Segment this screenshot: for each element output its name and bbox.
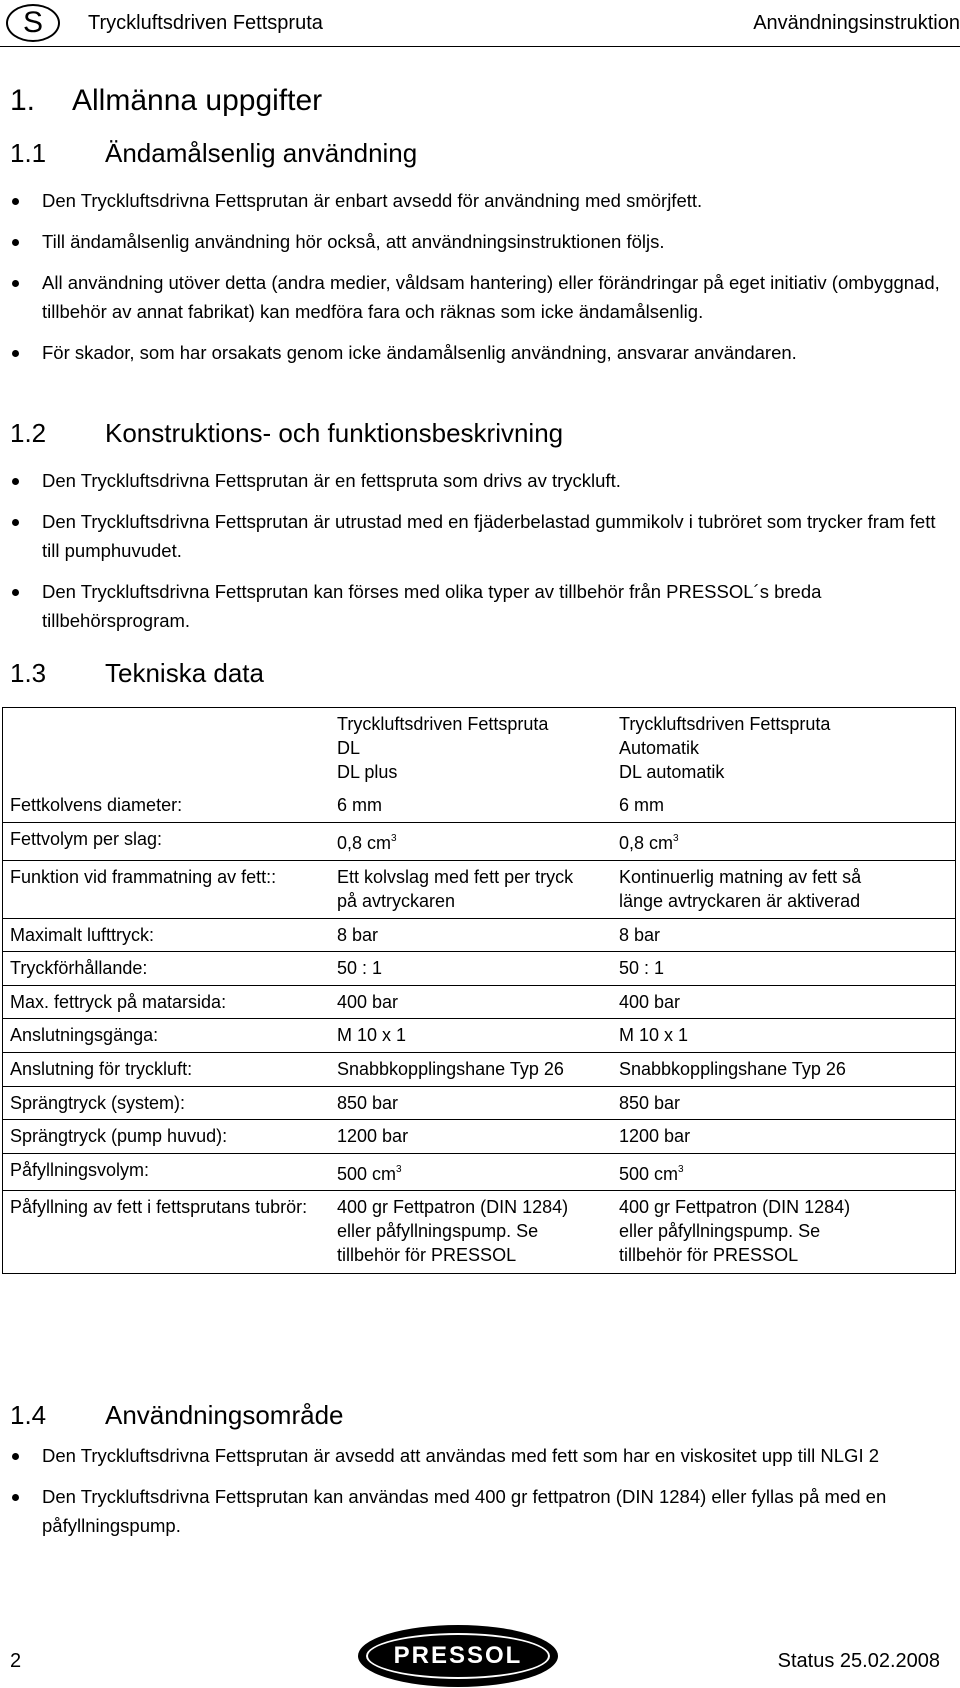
row-label: Fettkolvens diameter: [3, 789, 332, 822]
row-value [331, 1153, 613, 1191]
row-label: Maximalt lufttryck: [3, 918, 332, 952]
logo-text: PRESSOL [366, 1633, 550, 1679]
row-value: 8 bar [613, 918, 956, 952]
value-line: tillbehör för PRESSOL [619, 1245, 799, 1266]
section-number: 1.1 [10, 138, 47, 168]
section-1-1-list [0, 186, 940, 379]
value-line: eller påfyllningspump. Se [337, 1221, 539, 1242]
value-line: tillbehör för PRESSOL [337, 1245, 517, 1266]
section-1-4-list [0, 1441, 940, 1552]
section-title: Allmänna uppgifter [72, 84, 323, 117]
table-row [3, 1191, 956, 1274]
header-line: DL automatik [619, 762, 725, 782]
value-line: eller påfyllningspump. Se [619, 1221, 821, 1242]
table-row [3, 789, 956, 822]
value-line: på avtryckaren [337, 890, 456, 911]
section-title: Konstruktions- och funktionsbeskrivning [105, 418, 564, 448]
header-line: Tryckluftsdriven Fettspruta [337, 714, 549, 734]
brand-logo: S [6, 4, 60, 42]
section-number: 1.3 [10, 658, 47, 688]
table-row [3, 1086, 956, 1120]
list-item: Den Tryckluftsdrivna Fettsprutan är enbart avsedd för användning med smörjfett. [0, 186, 940, 215]
table-column-header [331, 708, 613, 790]
list-item: Den Tryckluftsdrivna Fettsprutan kan förses med olika typer av tillbehör från PRESSOL´s breda tillbehörsprogram. [0, 577, 940, 635]
section-1-heading [10, 84, 322, 118]
value-line: Kontinuerlig matning av fett så [619, 866, 862, 887]
table-row [3, 1153, 956, 1191]
row-value [613, 1191, 956, 1274]
row-label: Sprängtryck (system): [3, 1086, 332, 1120]
table-row [3, 860, 956, 918]
row-label: Påfyllning av fett i fettsprutans tubrör: [10, 1197, 308, 1218]
section-title: Ändamålsenlig användning [105, 138, 418, 168]
status-date: Status 25.02.2008 [777, 1650, 940, 1672]
row-label: Tryckförhållande: [3, 952, 332, 986]
row-value: 50 : 1 [613, 952, 956, 986]
list-item: Till ändamålsenlig användning hör också, att användningsinstruktionen följs. [0, 227, 940, 256]
row-value: 850 bar [613, 1086, 956, 1120]
table-row [3, 1053, 956, 1087]
row-label: Funktion vid frammatning av fett:: [3, 860, 332, 918]
row-value: 850 bar [331, 1086, 613, 1120]
value-text: 0,8 cm [619, 833, 674, 854]
row-label: Sprängtryck (pump huvud): [3, 1120, 332, 1154]
section-1-2-list [0, 466, 940, 647]
row-value: 6 mm [331, 789, 613, 822]
value-line: länge avtryckaren är aktiverad [619, 890, 861, 911]
table-row [3, 1120, 956, 1154]
value-text: 500 cm [337, 1163, 397, 1184]
table-row [3, 823, 956, 861]
header-product-title: Tryckluftsdriven Fettspruta [88, 12, 323, 34]
section-number: 1.2 [10, 418, 47, 448]
row-label: Max. fettryck på matarsida: [3, 985, 332, 1019]
list-item: För skador, som har orsakats genom icke ändamålsenlig användning, ansvarar användaren. [0, 338, 940, 367]
technical-data-table [2, 707, 956, 1274]
section-1-1-heading [10, 138, 417, 169]
superscript: 3 [678, 1163, 684, 1175]
row-value: Snabbkopplingshane Typ 26 [613, 1053, 956, 1087]
row-value: 400 bar [331, 985, 613, 1019]
row-value: 8 bar [331, 918, 613, 952]
table-row [3, 985, 956, 1019]
row-value: 400 bar [613, 985, 956, 1019]
row-value [613, 860, 956, 918]
header-divider [0, 46, 960, 47]
section-title: Tekniska data [105, 658, 264, 688]
page-number: 2 [10, 1650, 22, 1672]
table-row [3, 1019, 956, 1053]
page-header [0, 0, 960, 52]
table-cell [3, 708, 332, 790]
header-line: Tryckluftsdriven Fettspruta [619, 714, 831, 734]
section-1-3-heading [10, 658, 264, 689]
superscript: 3 [673, 833, 679, 845]
section-number: 1. [10, 84, 36, 117]
section-1-4-heading [10, 1400, 344, 1431]
section-1-2-heading [10, 418, 563, 449]
row-value [613, 1153, 956, 1191]
table-row [3, 918, 956, 952]
pressol-logo [358, 1625, 558, 1687]
table-header-row [3, 708, 956, 790]
table-row [3, 952, 956, 986]
row-value: 6 mm [613, 789, 956, 822]
row-value [613, 823, 956, 861]
value-text: 500 cm [619, 1163, 679, 1184]
row-value [331, 1191, 613, 1274]
list-item: Den Tryckluftsdrivna Fettsprutan är en fettspruta som drivs av tryckluft. [0, 466, 940, 495]
section-number: 1.4 [10, 1400, 47, 1430]
row-value: 1200 bar [331, 1120, 613, 1154]
list-item: Den Tryckluftsdrivna Fettsprutan är avsedd att användas med fett som har en viskositet upp till NLGI 2 [0, 1441, 940, 1470]
row-value: Snabbkopplingshane Typ 26 [331, 1053, 613, 1087]
value-text: 0,8 cm [337, 833, 392, 854]
row-value: 1200 bar [613, 1120, 956, 1154]
superscript: 3 [391, 833, 397, 845]
row-value: M 10 x 1 [613, 1019, 956, 1053]
row-value: M 10 x 1 [331, 1019, 613, 1053]
header-line: DL [337, 738, 361, 758]
value-line: 400 gr Fettpatron (DIN 1284) [337, 1197, 569, 1218]
row-value [331, 823, 613, 861]
table-column-header [613, 708, 956, 790]
list-item: All användning utöver detta (andra medier, våldsam hantering) eller förändringar på eget initiativ (ombyggnad, tillbehör av annat fabrikat) kan medföra fara och räknas som icke ändamålsenlig. [0, 268, 940, 326]
row-label: Fettvolym per slag: [3, 823, 332, 861]
row-label: Påfyllningsvolym: [3, 1153, 332, 1191]
header-document-type: Användningsinstruktion [753, 12, 960, 34]
value-line: Ett kolvslag med fett per tryck [337, 866, 574, 887]
section-title: Användningsområde [105, 1400, 344, 1430]
list-item: Den Tryckluftsdrivna Fettsprutan kan användas med 400 gr fettpatron (DIN 1284) eller fyllas på med en påfyllningspump. [0, 1482, 940, 1540]
row-value: 50 : 1 [331, 952, 613, 986]
row-value [331, 860, 613, 918]
superscript: 3 [396, 1163, 402, 1175]
row-label: Anslutning för tryckluft: [3, 1053, 332, 1087]
header-line: Automatik [619, 738, 700, 758]
header-line: DL plus [337, 762, 398, 782]
value-line: 400 gr Fettpatron (DIN 1284) [619, 1197, 851, 1218]
row-label: Anslutningsgänga: [3, 1019, 332, 1053]
list-item: Den Tryckluftsdrivna Fettsprutan är utrustad med en fjäderbelastad gummikolv i tubröret som trycker fram fett till pumphuvudet. [0, 507, 940, 565]
